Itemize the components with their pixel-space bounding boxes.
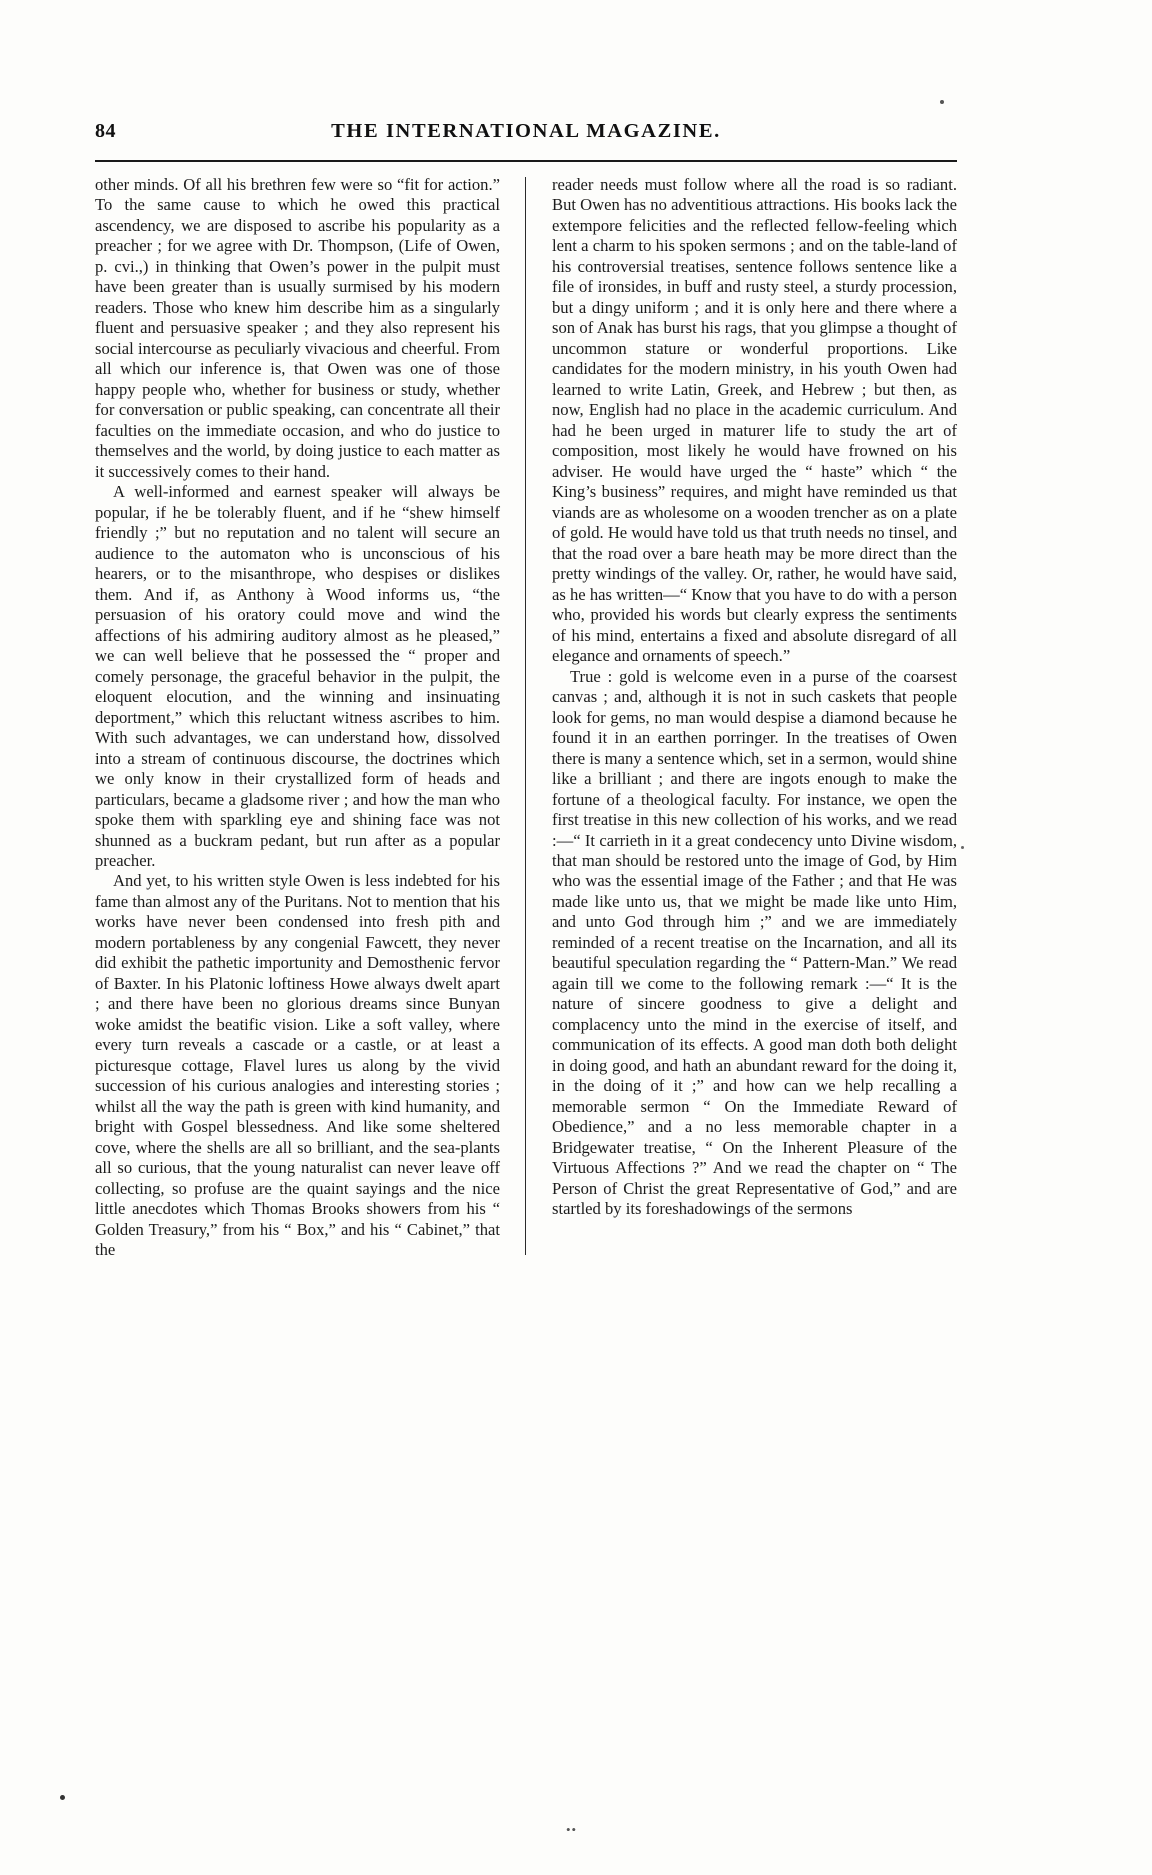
column-divider <box>500 175 552 1261</box>
page-number: 84 <box>95 120 116 142</box>
text-columns <box>95 175 957 1261</box>
paragraph: True : gold is welcome even in a purse of the coarsest canvas ; and, although it is not in such caskets that people look for gems, no man would despise a diamond because he found it in an earthen porringer. In the treatises of Owen there is many a sentence which, set in a sermon, would shine like a brilliant ; and there are ingots enough to make the fortune of a theological faculty. For instance, we open the first treatise in this new collection of his works, and we read :—“ It carrieth in it a great condecency unto Divine wisdom, that man should be restored unto the image of God, by Him who was the essential image of the Father ; and that He was made like unto us, that we might be made like unto Him, and unto God through him ;” and we are immediately reminded of a recent treatise on the Incarnation, and all its beautiful speculation regarding the “ Pattern-Man.” We read again till we come to the following remark :—“ It is the nature of sincere goodness to give a delight and complacency unto the mind in the exercise of itself, and communication of its effects. A good man doth both delight in doing good, and hath an abundant reward for the doing it, in the doing of it ;” and how can we help recalling a memorable sermon “ On the Immediate Reward of Obedience,” and a no less memorable chapter in a Bridgewater treatise, “ On the Inherent Pleasure of the Virtuous Affections ?” And we read the chapter on “ The Person of Christ the great Representative of God,” and are startled by its foreshadowings of the sermons <box>552 666 957 1219</box>
column-left <box>95 175 500 1261</box>
footer-mark: •• <box>566 1822 578 1837</box>
header-rule <box>95 160 957 162</box>
running-head: THE INTERNATIONAL MAGAZINE. <box>331 120 721 142</box>
page-speck <box>961 846 964 849</box>
paragraph: And yet, to his written style Owen is less indebted for his fame than almost any of the Puritans. Not to mention that his works have never been condensed into fresh pith and modern portableness by any congenial Fawcett, they never did exhibit the pathetic importunity and Demosthenic fervor of Baxter. In his Platonic loftiness Howe always dwelt apart ; and there have been no glorious dreams since Bunyan woke amidst the beatific vision. Like a soft valley, where every turn reveals a cascade or a castle, or at least a picturesque cottage, Flavel lures us along by the vivid succession of his curious analogies and interesting stories ; whilst all the way the path is green with kind humanity, and bright with Gospel blessedness. And like some sheltered cove, where the shells are all so brilliant, and the sea-plants all so curious, that the young naturalist can never leave off collecting, so profuse are the quaint sayings and the nice little anecdotes which Thomas Brooks showers from his “ Golden Treasury,” from his “ Box,” and his “ Cabinet,” that the <box>95 871 500 1260</box>
page-speck <box>60 1795 65 1800</box>
paragraph: other minds. Of all his brethren few were so “fit for action.” To the same cause to which he owed this practical ascendency, we are disposed to ascribe his popularity as a preacher ; for we agree with Dr. Thompson, (Life of Owen, p. cvi.,) in thinking that Owen’s power in the pulpit must have been greater than is usually surmised by his modern readers. Those who knew him describe him as a singularly fluent and persuasive speaker ; and they also represent his social intercourse as peculiarly vivacious and cheerful. From all which our inference is, that Owen was one of those happy people who, whether for business or study, whether for conversation or public speaking, can concentrate all their faculties on the immediate occasion, and who do justice to themselves and the world, by doing justice to each matter as it successively comes to their hand. <box>95 175 500 481</box>
page-content <box>95 120 957 1261</box>
paragraph: reader needs must follow where all the road is so radiant. But Owen has no adventitious attractions. His books lack the extempore felicities and the reflected fellow-feeling which lent a charm to his spoken sermons ; and on the table-land of his controversial treatises, sentence follows sentence like a file of ironsides, in buff and rusty steel, a sturdy procession, but a dingy uniform ; and it is only here and there where a son of Anak has burst his rags, that you glimpse a thought of uncommon stature or wonderful proportions. Like candidates for the modern ministry, in his youth Owen had learned to write Latin, Greek, and Hebrew ; but then, as now, English had no place in the academic curriculum. And had he been urged in maturer life to study the art of composition, most likely he would have frowned on his adviser. He would have urged the “ haste” which “ the King’s business” requires, and might have reminded us that viands are as wholesome on a wooden trencher as on a plate of gold. He would have told us that truth needs no tinsel, and that the road over a bare heath may be more direct than the pretty windings of the valley. Or, rather, he would have said, as he has written—“ Know that you have to do with a person who, provided his words but clearly express the sentiments of his mind, entertains a fixed and absolute disregard of all elegance and ornaments of speech.” <box>552 175 957 666</box>
paragraph: A well-informed and earnest speaker will always be popular, if he be tolerably fluent, and if he “shew himself friendly ;” but no reputation and no talent will secure an audience to the automaton who is unconscious of his hearers, or to the misanthrope, who despises or dislikes them. And if, as Anthony à Wood informs us, “the persuasion of his oratory could move and wind the affections of his admiring auditory almost as he pleased,” we can well believe that he possessed the “ proper and comely personage, the graceful behavior in the pulpit, the eloquent elocution, and the winning and insinuating deportment,” which this reluctant witness ascribes to him. With such advantages, we can understand how, dissolved into a stream of continuous discourse, the doctrines which we only know in their crystallized form of heads and particulars, became a gladsome river ; and how the man who spoke them with sparkling eye and shining face was not shunned as a buckram pedant, but run after as a popular preacher. <box>95 482 500 870</box>
page-header <box>95 120 957 154</box>
column-right <box>552 175 957 1261</box>
page-speck <box>940 100 944 104</box>
